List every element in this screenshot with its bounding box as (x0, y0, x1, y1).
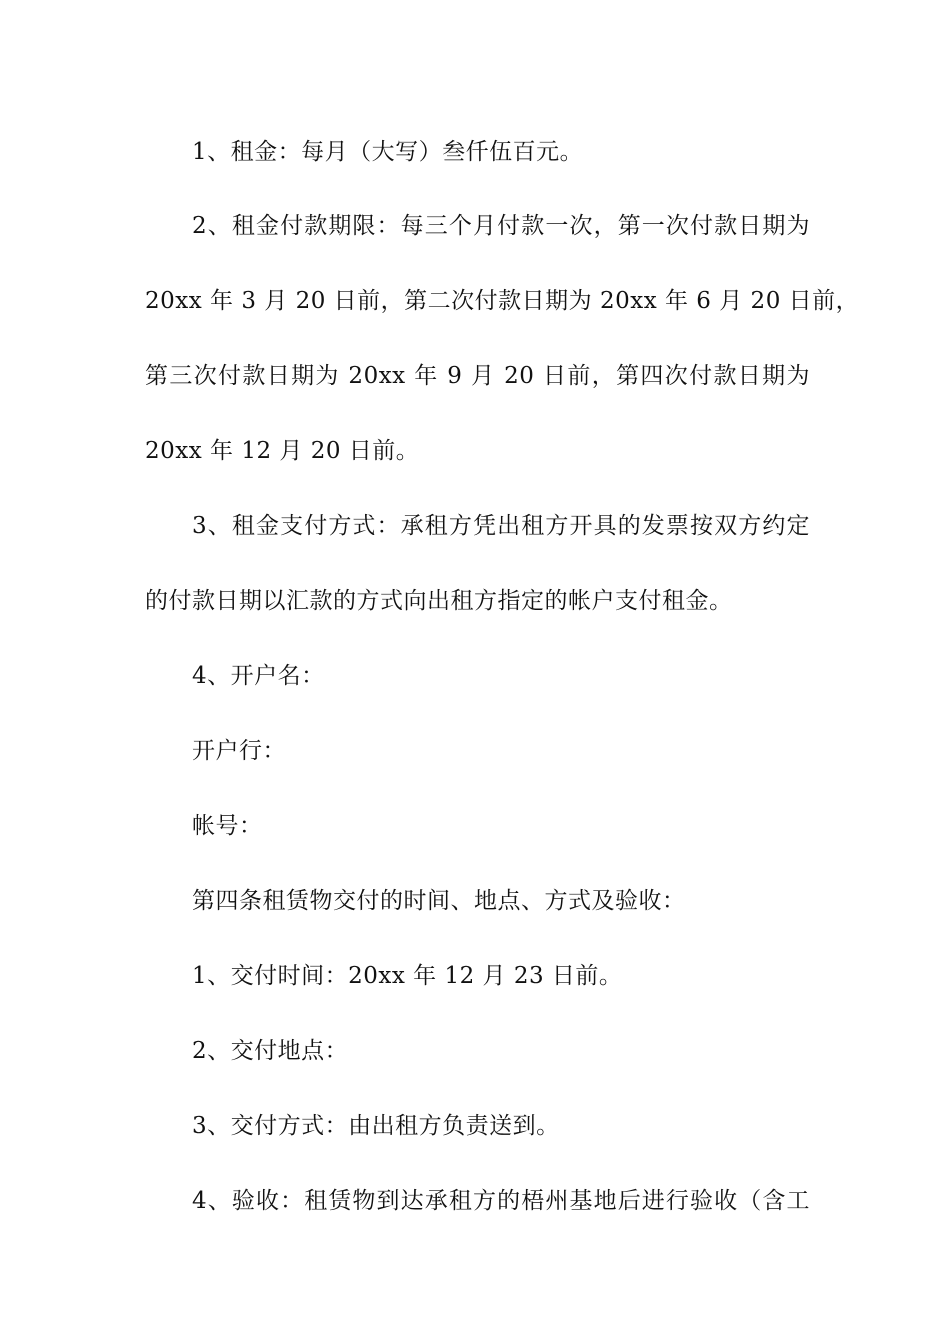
clause-delivery-time: 1、交付时间：20xx 年 12 月 23 日前。 (192, 963, 623, 989)
clause-payment-method-line-1: 3、租金支付方式：承租方凭出租方开具的发票按双方约定 (192, 513, 810, 539)
clause-account-name: 4、开户名： (192, 663, 325, 689)
clause-rent-amount: 1、租金：每月（大写）叁仟伍百元。 (192, 139, 584, 165)
clause-payment-term-line-4: 20xx 年 12 月 20 日前。 (145, 438, 420, 464)
clause-payment-term-line-3: 第三次付款日期为 20xx 年 9 月 20 日前，第四次付款日期为 (145, 363, 810, 389)
clause-acceptance: 4、验收：租赁物到达承租方的梧州基地后进行验收（含工 (192, 1188, 810, 1214)
clause-account-bank: 开户行： (192, 738, 286, 764)
article-four-heading: 第四条租赁物交付的时间、地点、方式及验收： (192, 888, 686, 914)
clause-delivery-method: 3、交付方式：由出租方负责送到。 (192, 1113, 560, 1139)
clause-payment-method-line-2: 的付款日期以汇款的方式向出租方指定的帐户支付租金。 (145, 588, 733, 614)
clause-payment-term-line-1: 2、租金付款期限：每三个月付款一次，第一次付款日期为 (192, 213, 810, 239)
clause-payment-term-line-2: 20xx 年 3 月 20 日前，第二次付款日期为 20xx 年 6 月 20 日前， (145, 288, 860, 314)
clause-account-number: 帐号： (192, 813, 263, 839)
clause-delivery-place: 2、交付地点： (192, 1038, 349, 1064)
